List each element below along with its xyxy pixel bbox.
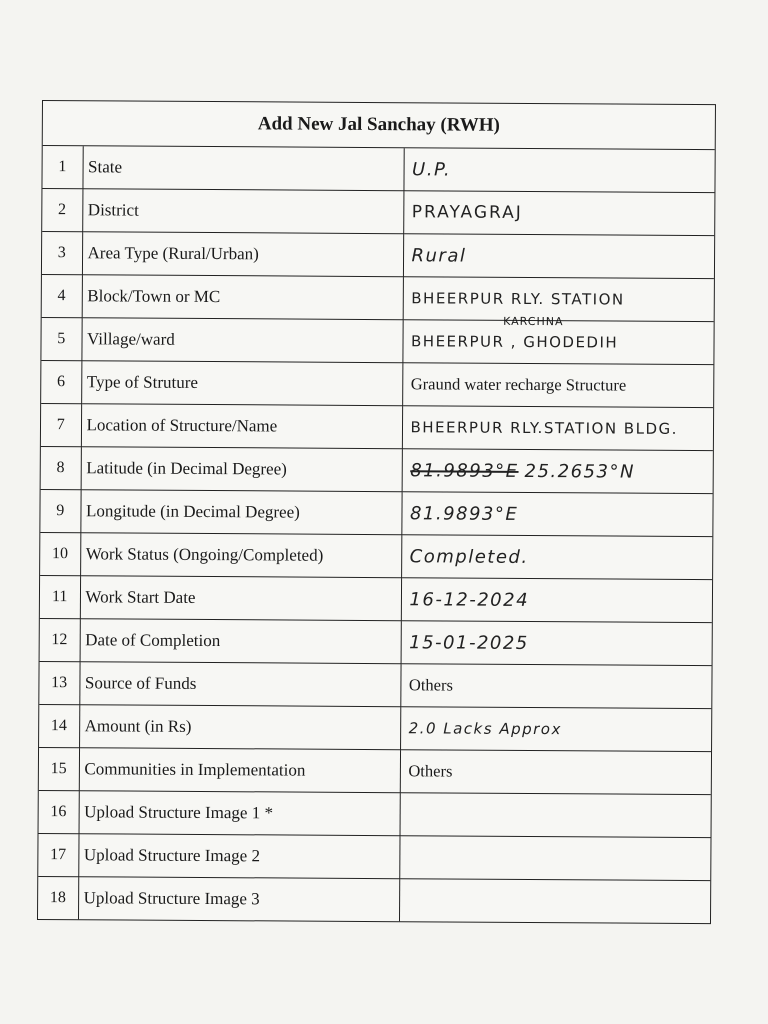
- field-label: Source of Funds: [79, 662, 400, 707]
- field-label: Location of Structure/Name: [81, 404, 402, 449]
- form-row: [41, 318, 713, 365]
- form-row: [41, 361, 713, 408]
- form-row: [41, 404, 713, 451]
- field-label: Village/ward: [81, 318, 402, 363]
- field-value-cell: [402, 314, 713, 365]
- row-number: 16: [39, 790, 79, 833]
- field-value-cell: [402, 406, 713, 451]
- field-value-cell: [403, 148, 714, 192]
- field-label: Block/Town or MC: [82, 275, 403, 320]
- field-value-cell: [403, 234, 714, 279]
- row-number: 4: [42, 275, 82, 318]
- form-row: [42, 146, 714, 193]
- row-number: 9: [40, 489, 80, 532]
- field-value-cell: [402, 449, 713, 494]
- field-value-cell: [400, 707, 711, 752]
- row-number: 5: [41, 318, 81, 361]
- form-row: [40, 489, 712, 536]
- field-label: Type of Struture: [81, 361, 402, 406]
- field-value: Rural: [411, 244, 467, 267]
- field-value: BHEERPUR RLY.STATION BLDG.: [410, 417, 678, 438]
- form-row: [38, 833, 710, 880]
- form-row: [38, 876, 710, 923]
- form-row: [39, 790, 711, 837]
- form-row: [39, 747, 711, 794]
- field-label: Latitude (in Decimal Degree): [81, 447, 402, 492]
- field-value-cell: [399, 879, 710, 923]
- field-value: BHEERPUR RLY. STATION: [411, 288, 625, 309]
- row-number: 17: [38, 833, 78, 876]
- handwritten-insertion: KARCHNA: [503, 314, 564, 329]
- form-row: [41, 446, 713, 493]
- field-label: Amount (in Rs): [79, 705, 400, 750]
- field-value-cell: [401, 578, 712, 623]
- field-label: Area Type (Rural/Urban): [82, 232, 403, 277]
- form-row: [42, 189, 714, 236]
- field-value: Completed.: [409, 545, 529, 568]
- field-value: 81.9893°E: [409, 502, 519, 525]
- row-number: 6: [41, 361, 81, 404]
- row-number: 14: [39, 704, 79, 747]
- field-value: 25.2653°N: [524, 460, 636, 483]
- field-value-cell: [399, 836, 710, 881]
- row-number: 11: [40, 575, 80, 618]
- field-label: Upload Structure Image 3: [78, 877, 399, 921]
- form-table: [38, 146, 715, 923]
- field-value-cell: [400, 664, 711, 709]
- field-label: District: [82, 189, 403, 234]
- row-number: 18: [38, 876, 78, 919]
- field-value: 16-12-2024: [409, 588, 530, 611]
- row-number: 2: [42, 189, 82, 232]
- field-value: Others: [408, 675, 453, 695]
- form-row: [40, 618, 712, 665]
- field-value-cell: [403, 191, 714, 236]
- field-value: 15-01-2025: [409, 631, 529, 654]
- form-row: [42, 275, 714, 322]
- row-number: 15: [39, 747, 79, 790]
- field-value: U.P.: [412, 158, 452, 181]
- row-number: 10: [40, 532, 80, 575]
- field-value-cell: [401, 621, 712, 666]
- field-value: Others: [408, 761, 453, 781]
- form-sheet: [37, 100, 716, 924]
- row-number: 1: [42, 146, 82, 189]
- row-number: 7: [41, 404, 81, 447]
- field-value: 2.0 Lacks Approx: [408, 718, 562, 738]
- field-value-cell: [401, 535, 712, 580]
- form-row: [42, 232, 714, 279]
- struck-out-value: 81.9893°E: [410, 459, 519, 482]
- field-label: Date of Completion: [80, 619, 401, 664]
- field-label: Communities in Implementation: [79, 748, 400, 793]
- field-label: Work Status (Ongoing/Completed): [80, 533, 401, 578]
- field-label: Work Start Date: [80, 576, 401, 621]
- field-value: BHEERPUR , GHODEDIH: [410, 331, 619, 352]
- row-number: 12: [40, 618, 80, 661]
- form-row: [39, 661, 711, 708]
- field-label: State: [82, 146, 403, 190]
- field-value-cell: [402, 363, 713, 408]
- field-value: PRAYAGRAJ: [411, 202, 523, 223]
- row-number: 3: [42, 232, 82, 275]
- field-value-cell: [400, 793, 711, 838]
- form-row: [40, 575, 712, 622]
- field-label: Upload Structure Image 1 *: [79, 791, 400, 836]
- field-label: Upload Structure Image 2: [78, 834, 399, 879]
- field-value: Graund water recharge Structure: [410, 374, 627, 395]
- row-number: 13: [39, 661, 79, 704]
- field-value-cell: [400, 750, 711, 795]
- row-number: 8: [41, 446, 81, 489]
- form-row: [40, 532, 712, 579]
- form-title: Add New Jal Sanchay (RWH): [43, 101, 715, 150]
- form-row: [39, 704, 711, 751]
- field-value-cell: [401, 492, 712, 537]
- field-label: Longitude (in Decimal Degree): [80, 490, 401, 535]
